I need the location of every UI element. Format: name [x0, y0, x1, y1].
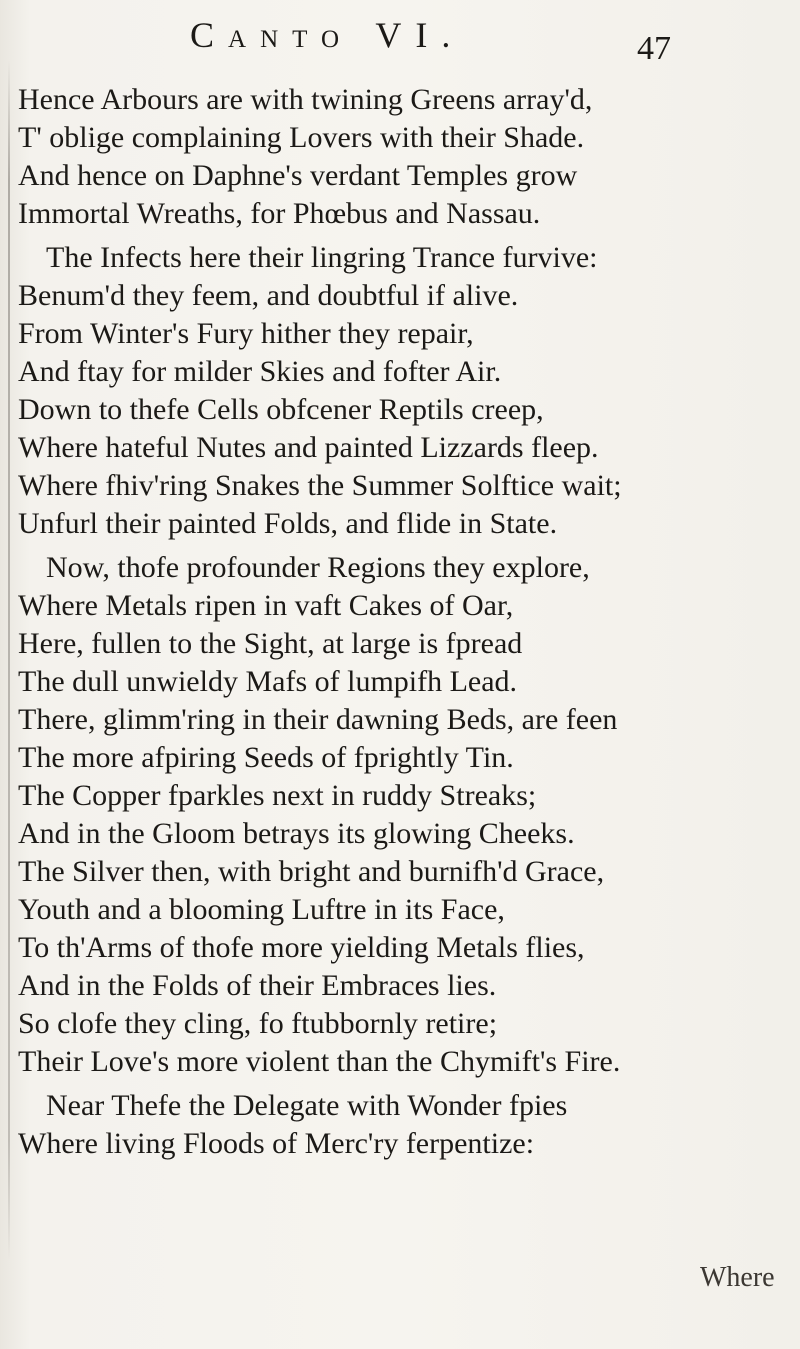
verse-line: T' oblige complaining Lovers with their Shade. — [18, 121, 585, 154]
verse-line: The dull unwieldy Mafs of lumpifh Lead. — [18, 665, 518, 698]
verse-line: Youth and a blooming Luftre in its Face, — [18, 893, 505, 926]
verse-line: The Infects here their lingring Trance furvive: — [46, 241, 598, 274]
verse-line: And in the Gloom betrays its glowing Cheeks. — [18, 817, 575, 850]
verse-line: Immortal Wreaths, for Phœbus and Nassau. — [18, 197, 541, 230]
verse-line: Unfurl their painted Folds, and flide in State. — [18, 507, 558, 540]
verse-line: The more afpiring Seeds of fprightly Tin. — [18, 741, 514, 774]
verse-line: And ftay for milder Skies and fofter Air. — [18, 355, 502, 388]
verse-line: Down to thefe Cells obfcener Reptils creep, — [18, 393, 544, 426]
running-header — [0, 14, 800, 67]
verse-line: The Copper fparkles next in ruddy Streaks; — [18, 779, 537, 812]
verse-line: Where living Floods of Merc'ry ferpentize: — [18, 1127, 535, 1160]
verse-line: Where fhiv'ring Snakes the Summer Solftice wait; — [18, 469, 622, 502]
verse-line: The Silver then, with bright and burnifh'd Grace, — [18, 855, 605, 888]
verse-line: Where hateful Nutes and painted Lizzards fleep. — [18, 431, 599, 464]
verse-line: To th'Arms of thofe more yielding Metals flies, — [18, 931, 585, 964]
page-number: 47 — [637, 30, 671, 67]
verse-line: From Winter's Fury hither they repair, — [18, 317, 474, 350]
verse-line: Their Love's more violent than the Chymift's Fire. — [18, 1045, 621, 1078]
catchword: Where — [700, 1262, 775, 1293]
canto-heading: Canto VI. — [190, 15, 465, 55]
verse-line: And in the Folds of their Embraces lies. — [18, 969, 497, 1002]
verse-line: There, glimm'ring in their dawning Beds, are feen — [18, 703, 618, 736]
verse-line: Hence Arbours are with twining Greens array'd, — [18, 83, 593, 116]
verse-line: Where Metals ripen in vaft Cakes of Oar, — [18, 589, 514, 622]
verse-line: Near Thefe the Delegate with Wonder fpies — [46, 1089, 568, 1122]
verse-line: Now, thofe profounder Regions they explore, — [46, 551, 590, 584]
gutter-shadow — [8, 60, 10, 1260]
verse-line: Benum'd they feem, and doubtful if alive. — [18, 279, 519, 312]
verse-line: Here, fullen to the Sight, at large is fpread — [18, 627, 523, 660]
verse-line: So clofe they cling, fo ftubbornly retire; — [18, 1007, 498, 1040]
verse-line: And hence on Daphne's verdant Temples grow — [18, 159, 578, 192]
